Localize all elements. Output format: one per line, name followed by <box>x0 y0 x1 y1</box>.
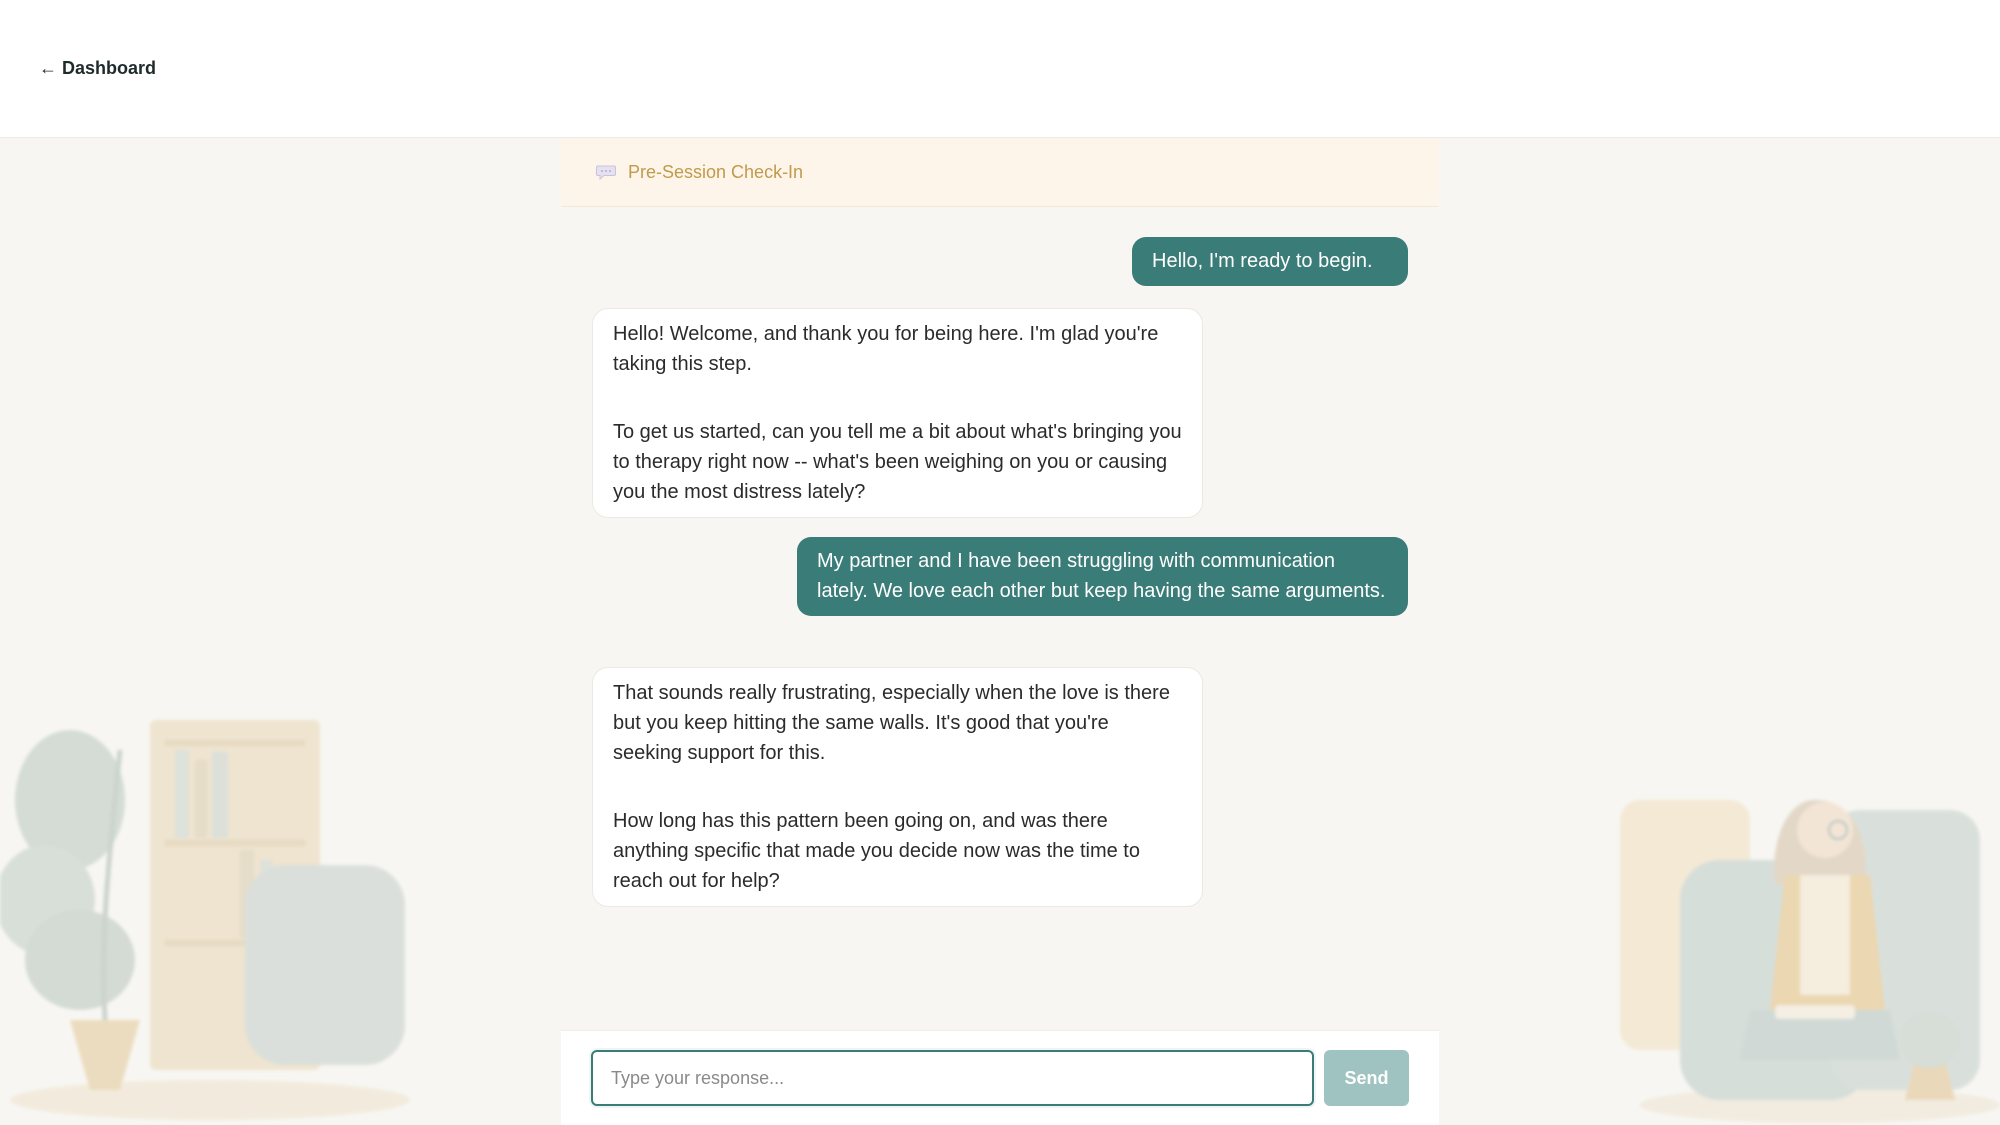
send-button[interactable]: Send <box>1324 1050 1409 1106</box>
speech-bubble-icon <box>596 164 616 180</box>
assistant-message <box>592 308 1203 518</box>
therapist-illustration-right <box>1600 730 2000 1125</box>
message-paragraph: To get us started, can you tell me a bit about what's bringing you to therapy right now -- what's been weighing on you or causing you the most distress lately? <box>613 421 1182 503</box>
user-message <box>1132 237 1408 286</box>
message-paragraph: Hello! Welcome, and thank you for being here. I'm glad you're taking this step. <box>613 323 1159 375</box>
message-paragraph: That sounds really frustrating, especially when the love is there but you keep hitting the same walls. It's good that you're seeking support for this. <box>613 682 1170 764</box>
chat-column <box>561 138 1439 1125</box>
message-paragraph: My partner and I have been struggling with communication lately. We love each other but keep having the same arguments. <box>817 550 1386 602</box>
response-input[interactable] <box>591 1050 1314 1106</box>
user-message <box>797 537 1408 616</box>
message-paragraph: How long has this pattern been going on, and was there anything specific that made you decide now was the time to reach out for help? <box>613 810 1140 892</box>
session-title: Pre-Session Check-In <box>628 161 804 182</box>
message-composer <box>561 1030 1439 1125</box>
assistant-message <box>592 667 1203 907</box>
back-to-dashboard-link[interactable]: ← Dashboard <box>39 58 157 78</box>
room-illustration-left <box>0 690 420 1125</box>
top-bar <box>0 0 2000 138</box>
message-paragraph: Hello, I'm ready to begin. <box>1152 250 1373 272</box>
session-header <box>561 138 1439 207</box>
